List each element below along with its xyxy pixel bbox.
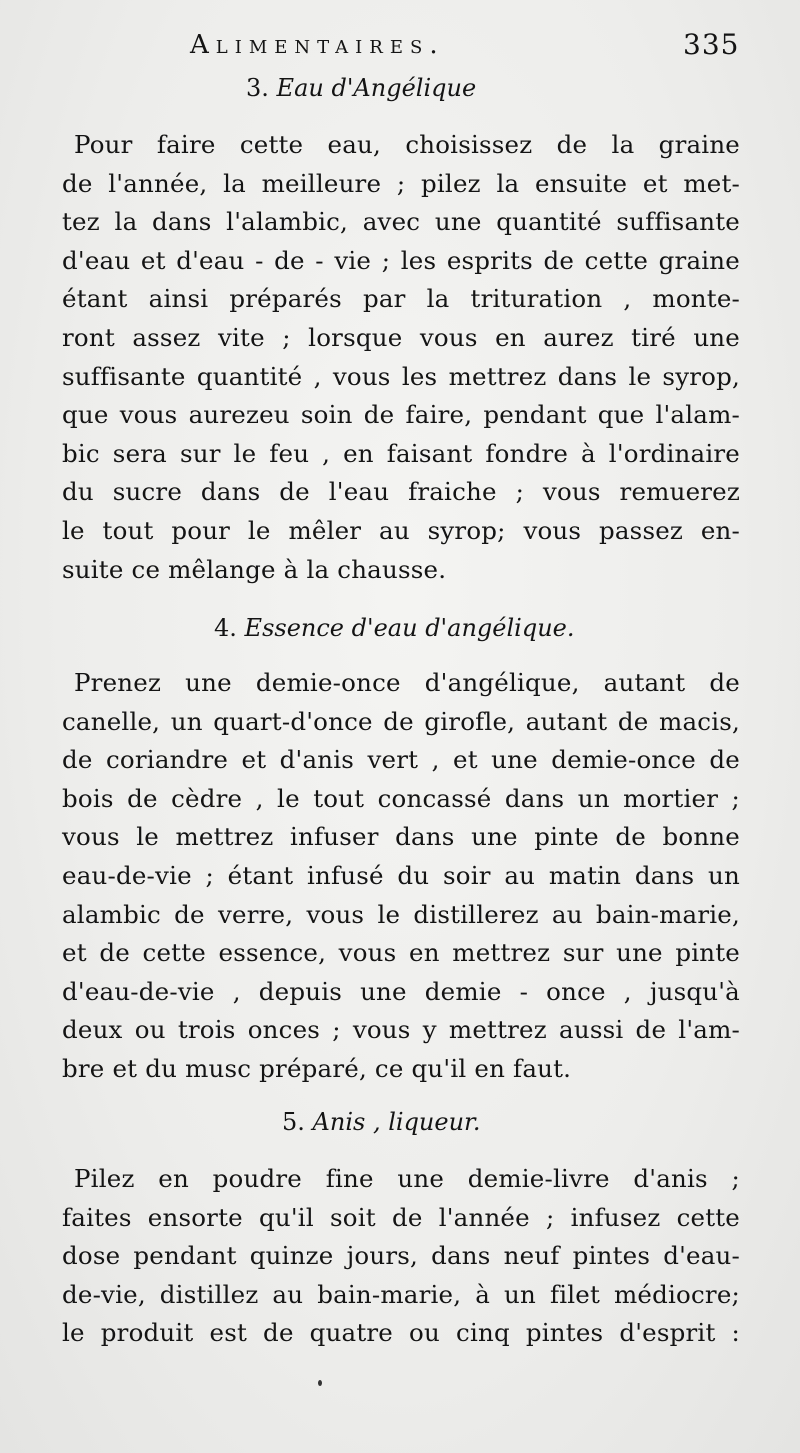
text-line: d'eau et d'eau - de - vie ; les esprits de cette graine [62, 245, 740, 275]
section-3-heading [246, 74, 476, 102]
section-5-heading [282, 1108, 481, 1136]
text-line: bic sera sur le feu , en faisant fondre à l'ordinaire [62, 438, 740, 468]
section-number: 4. [214, 614, 237, 642]
text-line: alambic de verre, vous le distillerez au bain-marie, [62, 899, 740, 929]
section-number: 5. [282, 1108, 305, 1136]
section-4-body [62, 664, 740, 1089]
text-line: le tout pour le mêler au syrop; vous passez en- [62, 515, 740, 545]
text-line: étant ainsi préparés par la trituration , monte- [62, 284, 740, 314]
text-line: du sucre dans de l'eau fraiche ; vous remuerez [62, 477, 740, 507]
section-4-heading [214, 614, 575, 642]
running-title: Alimentaires. [190, 30, 445, 60]
text-line: eau-de-vie ; étant infusé du soir au matin dans un [62, 860, 740, 890]
text-line: bois de cèdre , le tout concassé dans un mortier ; [62, 783, 740, 813]
text-line: de coriandre et d'anis vert , et une demie-once de [62, 745, 740, 775]
section-title: Eau d'Angélique [276, 74, 477, 102]
text-line: le produit est de quatre ou cinq pintes d'esprit : [62, 1318, 740, 1348]
text-line: de l'année, la meilleure ; pilez la ensuite et met- [62, 168, 740, 198]
text-line: tez la dans l'alambic, avec une quantité suffisante [62, 207, 740, 237]
text-line: suite ce mêlange à la chausse. [62, 554, 447, 584]
text-line: et de cette essence, vous en mettrez sur une pinte [62, 938, 740, 968]
text-line: de-vie, distillez au bain-marie, à un filet médiocre; [62, 1279, 740, 1309]
running-head [0, 28, 800, 68]
section-title: Anis , liqueur. [312, 1108, 481, 1136]
section-5-body [62, 1160, 740, 1353]
text-line: canelle, un quart-d'once de girofle, autant de macis, [62, 706, 740, 736]
text-line: que vous aurezeu soin de faire, pendant que l'alam- [62, 400, 740, 430]
text-line: Prenez une demie-once d'angélique, autant de [74, 668, 740, 697]
text-line: suffisante quantité , vous les mettrez dans le syrop, [62, 361, 740, 391]
text-line: ront assez vite ; lorsque vous en aurez tiré une [62, 322, 740, 352]
section-3-body [62, 126, 740, 589]
text-line: bre et du musc préparé, ce qu'il en faut. [62, 1053, 572, 1083]
section-title: Essence d'eau d'angélique. [244, 614, 575, 642]
section-number: 3. [246, 74, 269, 102]
text-line: Pilez en poudre fine une demie-livre d'anis ; [74, 1164, 740, 1193]
text-line: Pour faire cette eau, choisissez de la graine [74, 130, 740, 159]
text-line: vous le mettrez infuser dans une pinte de bonne [62, 822, 740, 852]
text-line: dose pendant quinze jours, dans neuf pintes d'eau- [62, 1241, 740, 1271]
text-line: faites ensorte qu'il soit de l'année ; infusez cette [62, 1202, 740, 1232]
page-number: 335 [683, 28, 740, 61]
ink-speck [318, 1380, 322, 1386]
text-line: d'eau-de-vie , depuis une demie - once , jusqu'à [62, 976, 740, 1006]
text-line: deux ou trois onces ; vous y mettrez aussi de l'am- [62, 1015, 740, 1045]
